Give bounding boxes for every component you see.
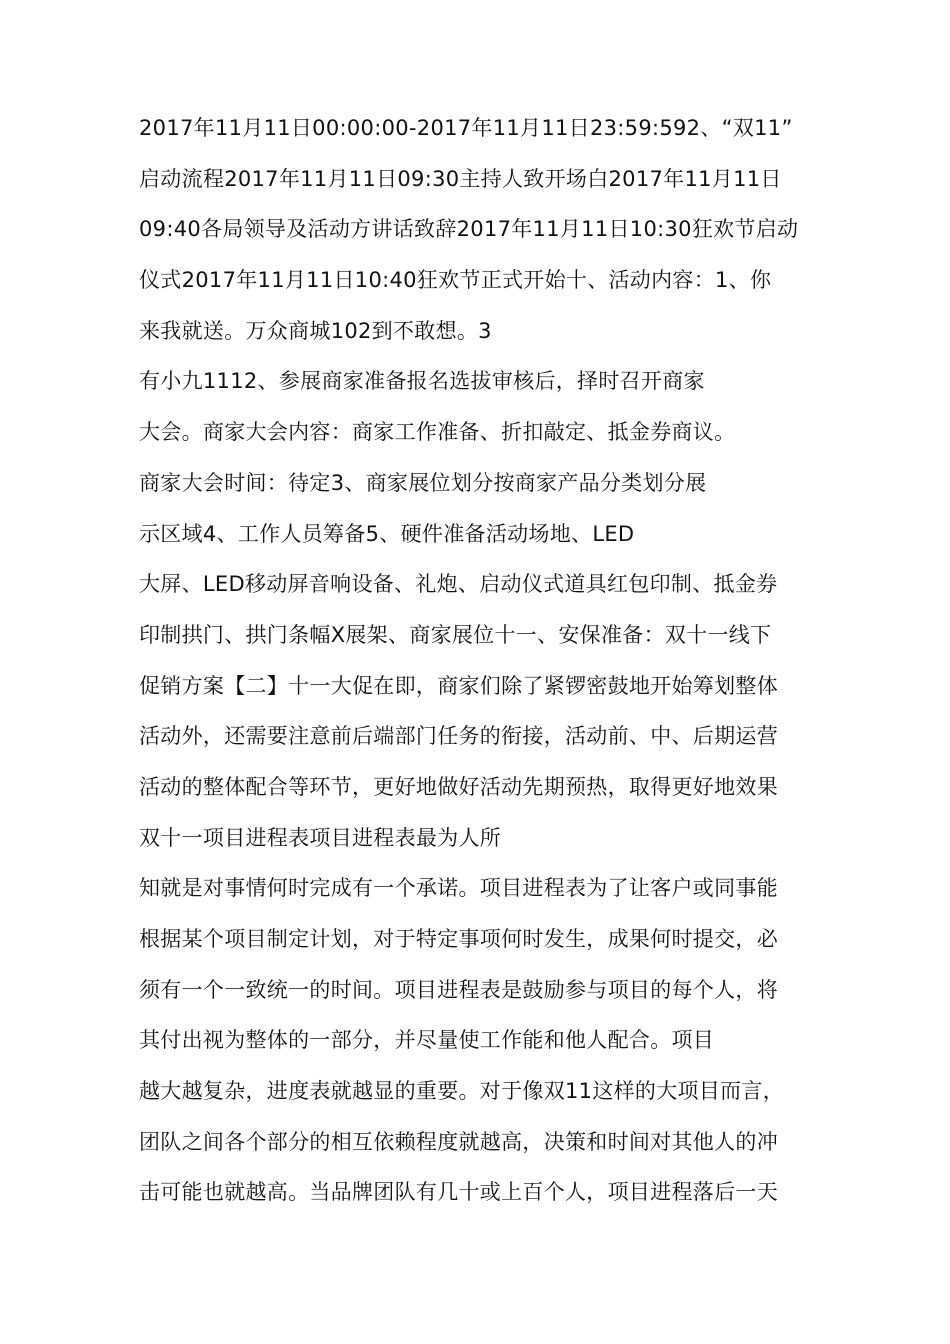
text-line-5: 来我就送。万众商城102到不敢想。3 xyxy=(139,318,492,343)
text-line-1: 2017年11月11日00:00:00-2017年11月11日23:59:592、“双11” xyxy=(139,116,793,140)
text-line-7: 大会。商家大会内容：商家工作准备、折扣敲定、抵金券商议。 xyxy=(139,420,736,445)
text-line-13: 活动外，还需要注意前后端部门任务的衔接，活动前、中、后期运营 xyxy=(139,724,778,749)
text-line-20: 越大越复杂，进度表就越显的重要。对于像双11这样的大项目而言， xyxy=(139,1079,785,1104)
text-line-14: 活动的整体配合等环节，更好地做好活动先期预热，取得更好地效果 xyxy=(139,774,778,799)
text-line-12: 促销方案【二】十一大促在即，商家们除了紧锣密鼓地开始筹划整体 xyxy=(139,673,778,698)
text-line-22: 击可能也就越高。当品牌团队有几十或上百个人，项目进程落后一天 xyxy=(139,1180,778,1205)
text-line-8: 商家大会时间：待定3、商家展位划分按商家产品分类划分展 xyxy=(139,470,707,495)
text-line-9: 示区域4、工作人员筹备5、硬件准备活动场地、LED xyxy=(139,521,635,546)
text-line-17: 根据某个项目制定计划，对于特定事项何时发生，成果何时提交，必 xyxy=(139,927,778,951)
text-line-15: 双十一项目进程表项目进程表最为人所 xyxy=(139,825,502,850)
text-line-19: 其付出视为整体的一部分，并尽量使工作能和他人配合。项目 xyxy=(139,1028,715,1053)
text-line-11: 印制拱门、拱门条幅X展架、商家展位十一、安保准备：双十一线下 xyxy=(139,622,772,647)
text-line-21: 团队之间各个部分的相互依赖程度就越高，决策和时间对其他人的冲 xyxy=(139,1129,778,1154)
text-line-3: 09:40各局领导及活动方讲话致辞2017年11月11日10:30狂欢节启动 xyxy=(139,217,799,242)
text-line-2: 启动流程2017年11月11日09:30主持人致开场白2017年11月11日 xyxy=(139,166,782,191)
text-line-18: 须有一个一致统一的时间。项目进程表是鼓励参与项目的每个人，将 xyxy=(139,977,778,1002)
text-line-4: 仪式2017年11月11日10:40狂欢节正式开始十、活动内容：1、你 xyxy=(139,268,772,293)
text-line-10: 大屏、LED移动屏音响设备、礼炮、启动仪式道具红包印制、抵金券 xyxy=(139,572,778,597)
text-line-16: 知就是对事情何时完成有一个承诺。项目进程表为了让客户或同事能 xyxy=(139,876,778,901)
body-text xyxy=(139,103,839,1218)
text-line-6: 有小九1112、参展商家准备报名选拔审核后，择时召开商家 xyxy=(139,369,705,394)
